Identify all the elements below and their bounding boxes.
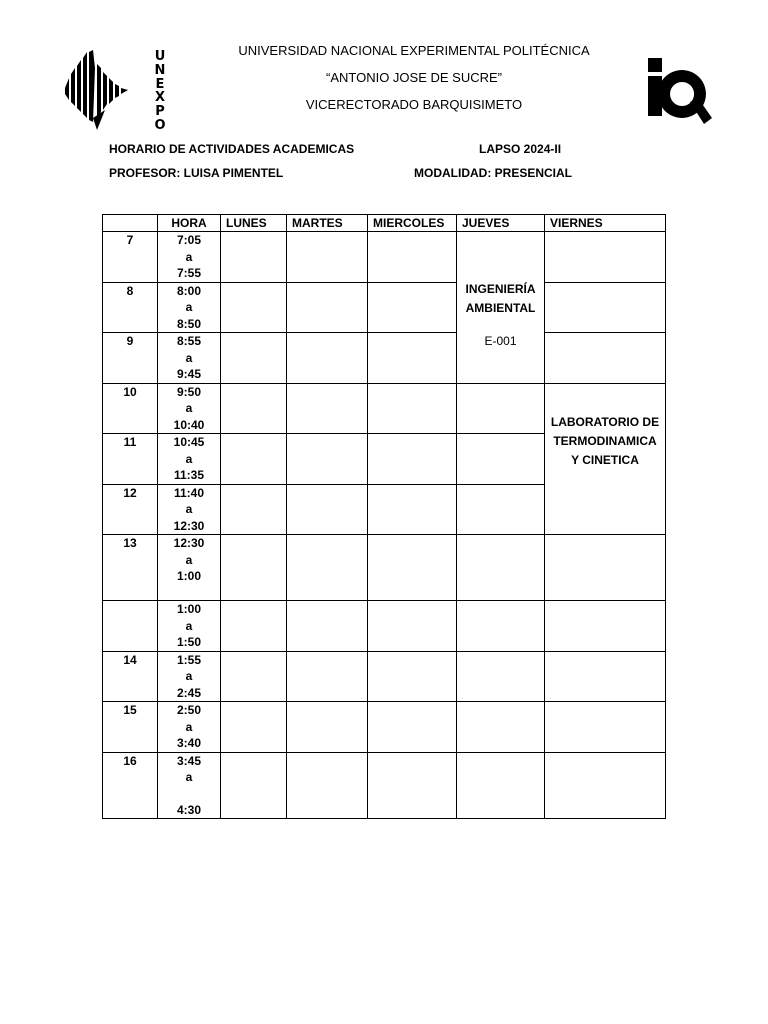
time-cell <box>158 232 221 283</box>
cell-miercoles <box>368 702 457 753</box>
cell-lunes <box>221 702 287 753</box>
lapso-label: LAPSO 2024-II <box>479 142 562 156</box>
table-row <box>103 232 666 283</box>
time-sep: a <box>185 770 193 784</box>
cell-lunes <box>221 601 287 652</box>
unexpo-logo <box>60 48 135 132</box>
header-jueves: JUEVES <box>457 215 545 232</box>
schedule-table <box>102 214 666 819</box>
cell-lunes <box>221 434 287 485</box>
time-cell <box>158 651 221 702</box>
time-end: 10:40 <box>173 417 205 432</box>
cell-martes <box>287 282 368 333</box>
cell-martes <box>287 752 368 819</box>
cell-lunes <box>221 333 287 384</box>
period-number: 15 <box>103 702 158 753</box>
cell-martes <box>287 484 368 535</box>
cell-martes <box>287 232 368 283</box>
wordmark-letter: U <box>154 49 166 64</box>
iq-logo <box>644 56 714 128</box>
time-end: 2:45 <box>176 685 202 700</box>
cell-jueves <box>457 752 545 819</box>
cell-jueves <box>457 383 545 434</box>
cell-viernes <box>545 752 666 819</box>
cell-viernes <box>545 232 666 283</box>
header-lunes: LUNES <box>221 215 287 232</box>
wordmark-letter: N <box>154 62 166 78</box>
time-end: 11:35 <box>173 468 205 482</box>
time-end: 1:50 <box>176 635 202 649</box>
table-row <box>103 601 666 652</box>
cell-martes <box>287 535 368 601</box>
cell-martes <box>287 651 368 702</box>
table-row <box>103 282 666 333</box>
time-start: 12:30 <box>173 536 205 550</box>
cell-jueves <box>457 434 545 485</box>
lab-name-line2: TERMODINAMICA <box>553 433 657 448</box>
unexpo-vertical-wordmark <box>152 50 168 133</box>
time-start: 10:45 <box>173 435 205 449</box>
wordmark-letter: E <box>155 76 165 92</box>
cell-jueves <box>457 535 545 601</box>
time-end: 3:40 <box>176 736 202 750</box>
cell-lunes <box>221 651 287 702</box>
time-sep: a <box>185 552 193 567</box>
cell-miercoles <box>368 333 457 384</box>
class-name-line1: INGENIERÍA <box>465 282 536 296</box>
time-sep: a <box>185 401 193 415</box>
time-start: 11:40 <box>173 485 205 500</box>
cell-jueves <box>457 702 545 753</box>
cell-lunes <box>221 232 287 283</box>
header-hora: HORA <box>158 215 221 232</box>
university-subname: “ANTONIO JOSE DE SUCRE” <box>325 70 502 85</box>
cell-lunes <box>221 484 287 535</box>
cell-viernes <box>545 601 666 652</box>
cell-miercoles <box>368 651 457 702</box>
time-cell <box>158 752 221 819</box>
cell-miercoles <box>368 535 457 601</box>
cell-miercoles <box>368 282 457 333</box>
cell-viernes <box>545 282 666 333</box>
cell-martes <box>287 434 368 485</box>
cell-lunes <box>221 752 287 819</box>
cell-martes <box>287 601 368 652</box>
period-number <box>103 601 158 652</box>
period-number: 7 <box>103 232 158 283</box>
time-start: 8:55 <box>176 334 202 348</box>
time-cell <box>158 383 221 434</box>
cell-viernes <box>545 333 666 384</box>
period-number: 10 <box>103 383 158 434</box>
time-sep: a <box>185 451 193 466</box>
cell-jueves <box>457 484 545 535</box>
header-cell-blank <box>103 215 158 232</box>
schedule-title: HORARIO DE ACTIVIDADES ACADEMICAS <box>109 142 355 156</box>
time-end: 8:50 <box>176 316 202 331</box>
cell-martes <box>287 702 368 753</box>
period-number: 14 <box>103 651 158 702</box>
wordmark-letter: O <box>154 117 166 133</box>
time-end: 9:45 <box>176 367 202 381</box>
block-spacer <box>457 318 544 332</box>
cell-miercoles <box>368 232 457 283</box>
cell-miercoles <box>368 484 457 535</box>
header-martes: MARTES <box>287 215 368 232</box>
time-sep: a <box>185 249 193 264</box>
cell-miercoles <box>368 601 457 652</box>
cell-martes <box>287 333 368 384</box>
period-number: 11 <box>103 434 158 485</box>
time-cell <box>158 434 221 485</box>
class-block-viernes <box>545 383 666 535</box>
cell-martes <box>287 383 368 434</box>
period-number: 12 <box>103 484 158 535</box>
time-cell <box>158 333 221 384</box>
time-end: 7:55 <box>176 266 202 280</box>
time-cell <box>158 484 221 535</box>
period-number: 13 <box>103 535 158 601</box>
time-start: 7:05 <box>176 233 202 247</box>
header-viernes: VIERNES <box>545 215 666 232</box>
period-number: 8 <box>103 282 158 333</box>
class-block-jueves <box>457 232 545 384</box>
time-start: 1:55 <box>176 652 202 667</box>
class-name-line2: AMBIENTAL <box>465 301 536 315</box>
time-sep: a <box>185 350 193 365</box>
table-row <box>103 333 666 384</box>
time-sep: a <box>185 300 193 314</box>
time-start: 2:50 <box>176 703 202 717</box>
time-sep: a <box>185 502 193 516</box>
cell-jueves <box>457 651 545 702</box>
cell-lunes <box>221 535 287 601</box>
period-number: 16 <box>103 752 158 819</box>
lab-name-line3: Y CINETICA <box>571 452 639 467</box>
time-end: 4:30 <box>176 802 202 817</box>
wordmark-letter: P <box>155 104 165 120</box>
table-row <box>103 535 666 601</box>
time-end: 1:00 <box>176 569 202 583</box>
time-cell <box>158 535 221 601</box>
table-row <box>103 651 666 702</box>
time-sep: a <box>185 719 193 734</box>
modalidad-label: MODALIDAD: PRESENCIAL <box>414 166 572 180</box>
table-row <box>103 383 666 434</box>
time-start: 8:00 <box>176 283 202 298</box>
lab-name-line1: LABORATORIO DE <box>550 414 660 429</box>
cell-jueves <box>457 601 545 652</box>
cell-miercoles <box>368 434 457 485</box>
time-end: 12:30 <box>173 518 205 533</box>
cell-viernes <box>545 702 666 753</box>
cell-miercoles <box>368 383 457 434</box>
time-start: 9:50 <box>176 384 202 399</box>
header-row <box>103 215 666 232</box>
time-sep: a <box>185 618 193 633</box>
vicerectorado: VICERECTORADO BARQUISIMETO <box>305 97 523 112</box>
cell-miercoles <box>368 752 457 819</box>
time-cell <box>158 601 221 652</box>
cell-lunes <box>221 282 287 333</box>
class-room: E-001 <box>484 334 517 348</box>
header-miercoles: MIERCOLES <box>368 215 457 232</box>
period-number: 9 <box>103 333 158 384</box>
table-row <box>103 702 666 753</box>
cell-viernes <box>545 535 666 601</box>
table-row <box>103 752 666 819</box>
university-name: UNIVERSIDAD NACIONAL EXPERIMENTAL POLITÉCNICA <box>238 43 590 58</box>
time-cell <box>158 282 221 333</box>
cell-lunes <box>221 383 287 434</box>
time-start: 3:45 <box>176 753 202 768</box>
time-start: 1:00 <box>176 602 202 616</box>
time-sep: a <box>185 669 193 683</box>
time-cell <box>158 702 221 753</box>
cell-viernes <box>545 651 666 702</box>
wordmark-letter: X <box>154 90 166 106</box>
profesor-label: PROFESOR: LUISA PIMENTEL <box>109 166 284 180</box>
